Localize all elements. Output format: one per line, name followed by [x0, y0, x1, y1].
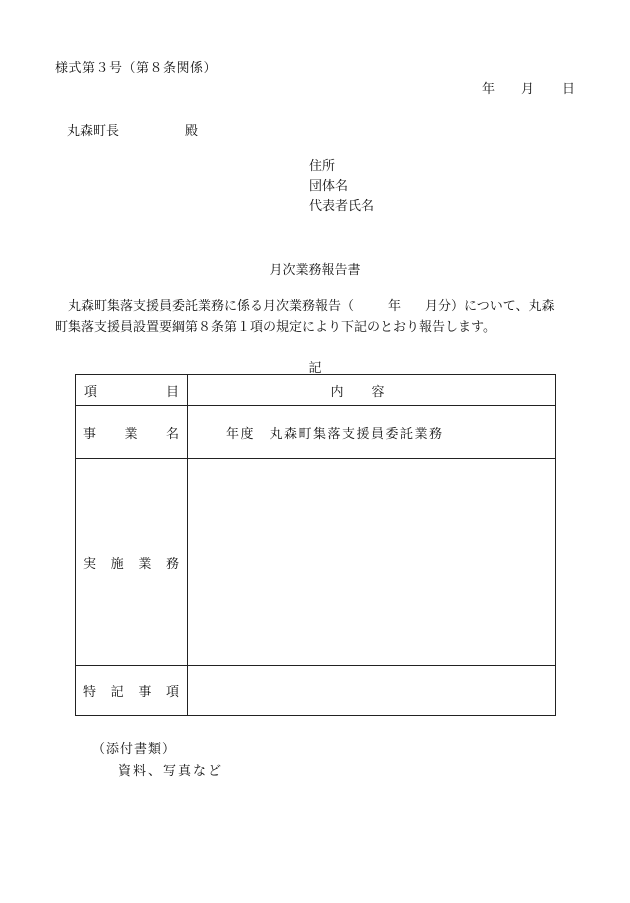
- attachments-label: （添付書類）: [92, 742, 177, 757]
- label-char: 特: [83, 685, 97, 700]
- body-part-2: 月分）について、丸森: [425, 299, 555, 314]
- label-char: 名: [165, 426, 179, 442]
- report-table: [75, 374, 556, 716]
- sender-address-label: 住所: [309, 159, 336, 174]
- label-char: 記: [110, 685, 124, 700]
- sender-representative-label: 代表者氏名: [309, 199, 375, 214]
- body-part-1: 丸森町集落支援員委託業務に係る月次業務報告（: [68, 299, 355, 314]
- implementation-label: [76, 459, 188, 666]
- body-line-1: [55, 296, 580, 317]
- label-char: 施: [110, 556, 124, 572]
- sender-organization-label: 団体名: [309, 179, 349, 194]
- form-number: 様式第３号（第８条関係）: [55, 61, 218, 76]
- date-day-label: 日: [562, 82, 576, 97]
- header-item-cell: [76, 375, 188, 406]
- date-line: [482, 78, 575, 97]
- project-name-label: [76, 406, 188, 459]
- special-notes-value[interactable]: [188, 666, 556, 716]
- addressee: [67, 120, 198, 139]
- sender-block: [309, 157, 374, 217]
- addressee-name: 丸森町長: [67, 124, 120, 139]
- body-year: 年: [388, 299, 402, 314]
- date-month-label: 月: [521, 82, 535, 97]
- date-year-label: 年: [482, 82, 496, 97]
- label-char: 業: [124, 426, 138, 442]
- special-notes-label: [76, 666, 188, 716]
- label-char: 業: [138, 556, 152, 572]
- table-row-project-name: [76, 406, 556, 459]
- header-item-char: 項: [84, 384, 98, 400]
- report-body-text: [55, 296, 580, 338]
- label-char: 務: [165, 556, 179, 572]
- header-content-cell: 内容: [188, 375, 556, 406]
- attachments-value: 資料、写真など: [118, 764, 224, 779]
- label-char: 実: [83, 556, 97, 572]
- label-char: 事: [83, 426, 97, 442]
- table-row-special-notes: [76, 666, 556, 716]
- table-row-implementation: [76, 459, 556, 666]
- label-char: 事: [138, 685, 152, 700]
- label-char: 項: [165, 685, 179, 700]
- header-item-char: 目: [165, 384, 179, 400]
- document-title: 月次業務報告書: [269, 263, 361, 278]
- implementation-value[interactable]: [188, 459, 556, 666]
- ki-heading: 記: [308, 361, 322, 376]
- table-header-row: [76, 375, 556, 406]
- body-line-2: 町集落支援員設置要綱第８条第１項の規定により下記のとおり報告します。: [55, 320, 496, 335]
- project-name-value[interactable]: 年度 丸森町集落支援員委託業務: [188, 406, 556, 459]
- addressee-honorific: 殿: [185, 124, 199, 139]
